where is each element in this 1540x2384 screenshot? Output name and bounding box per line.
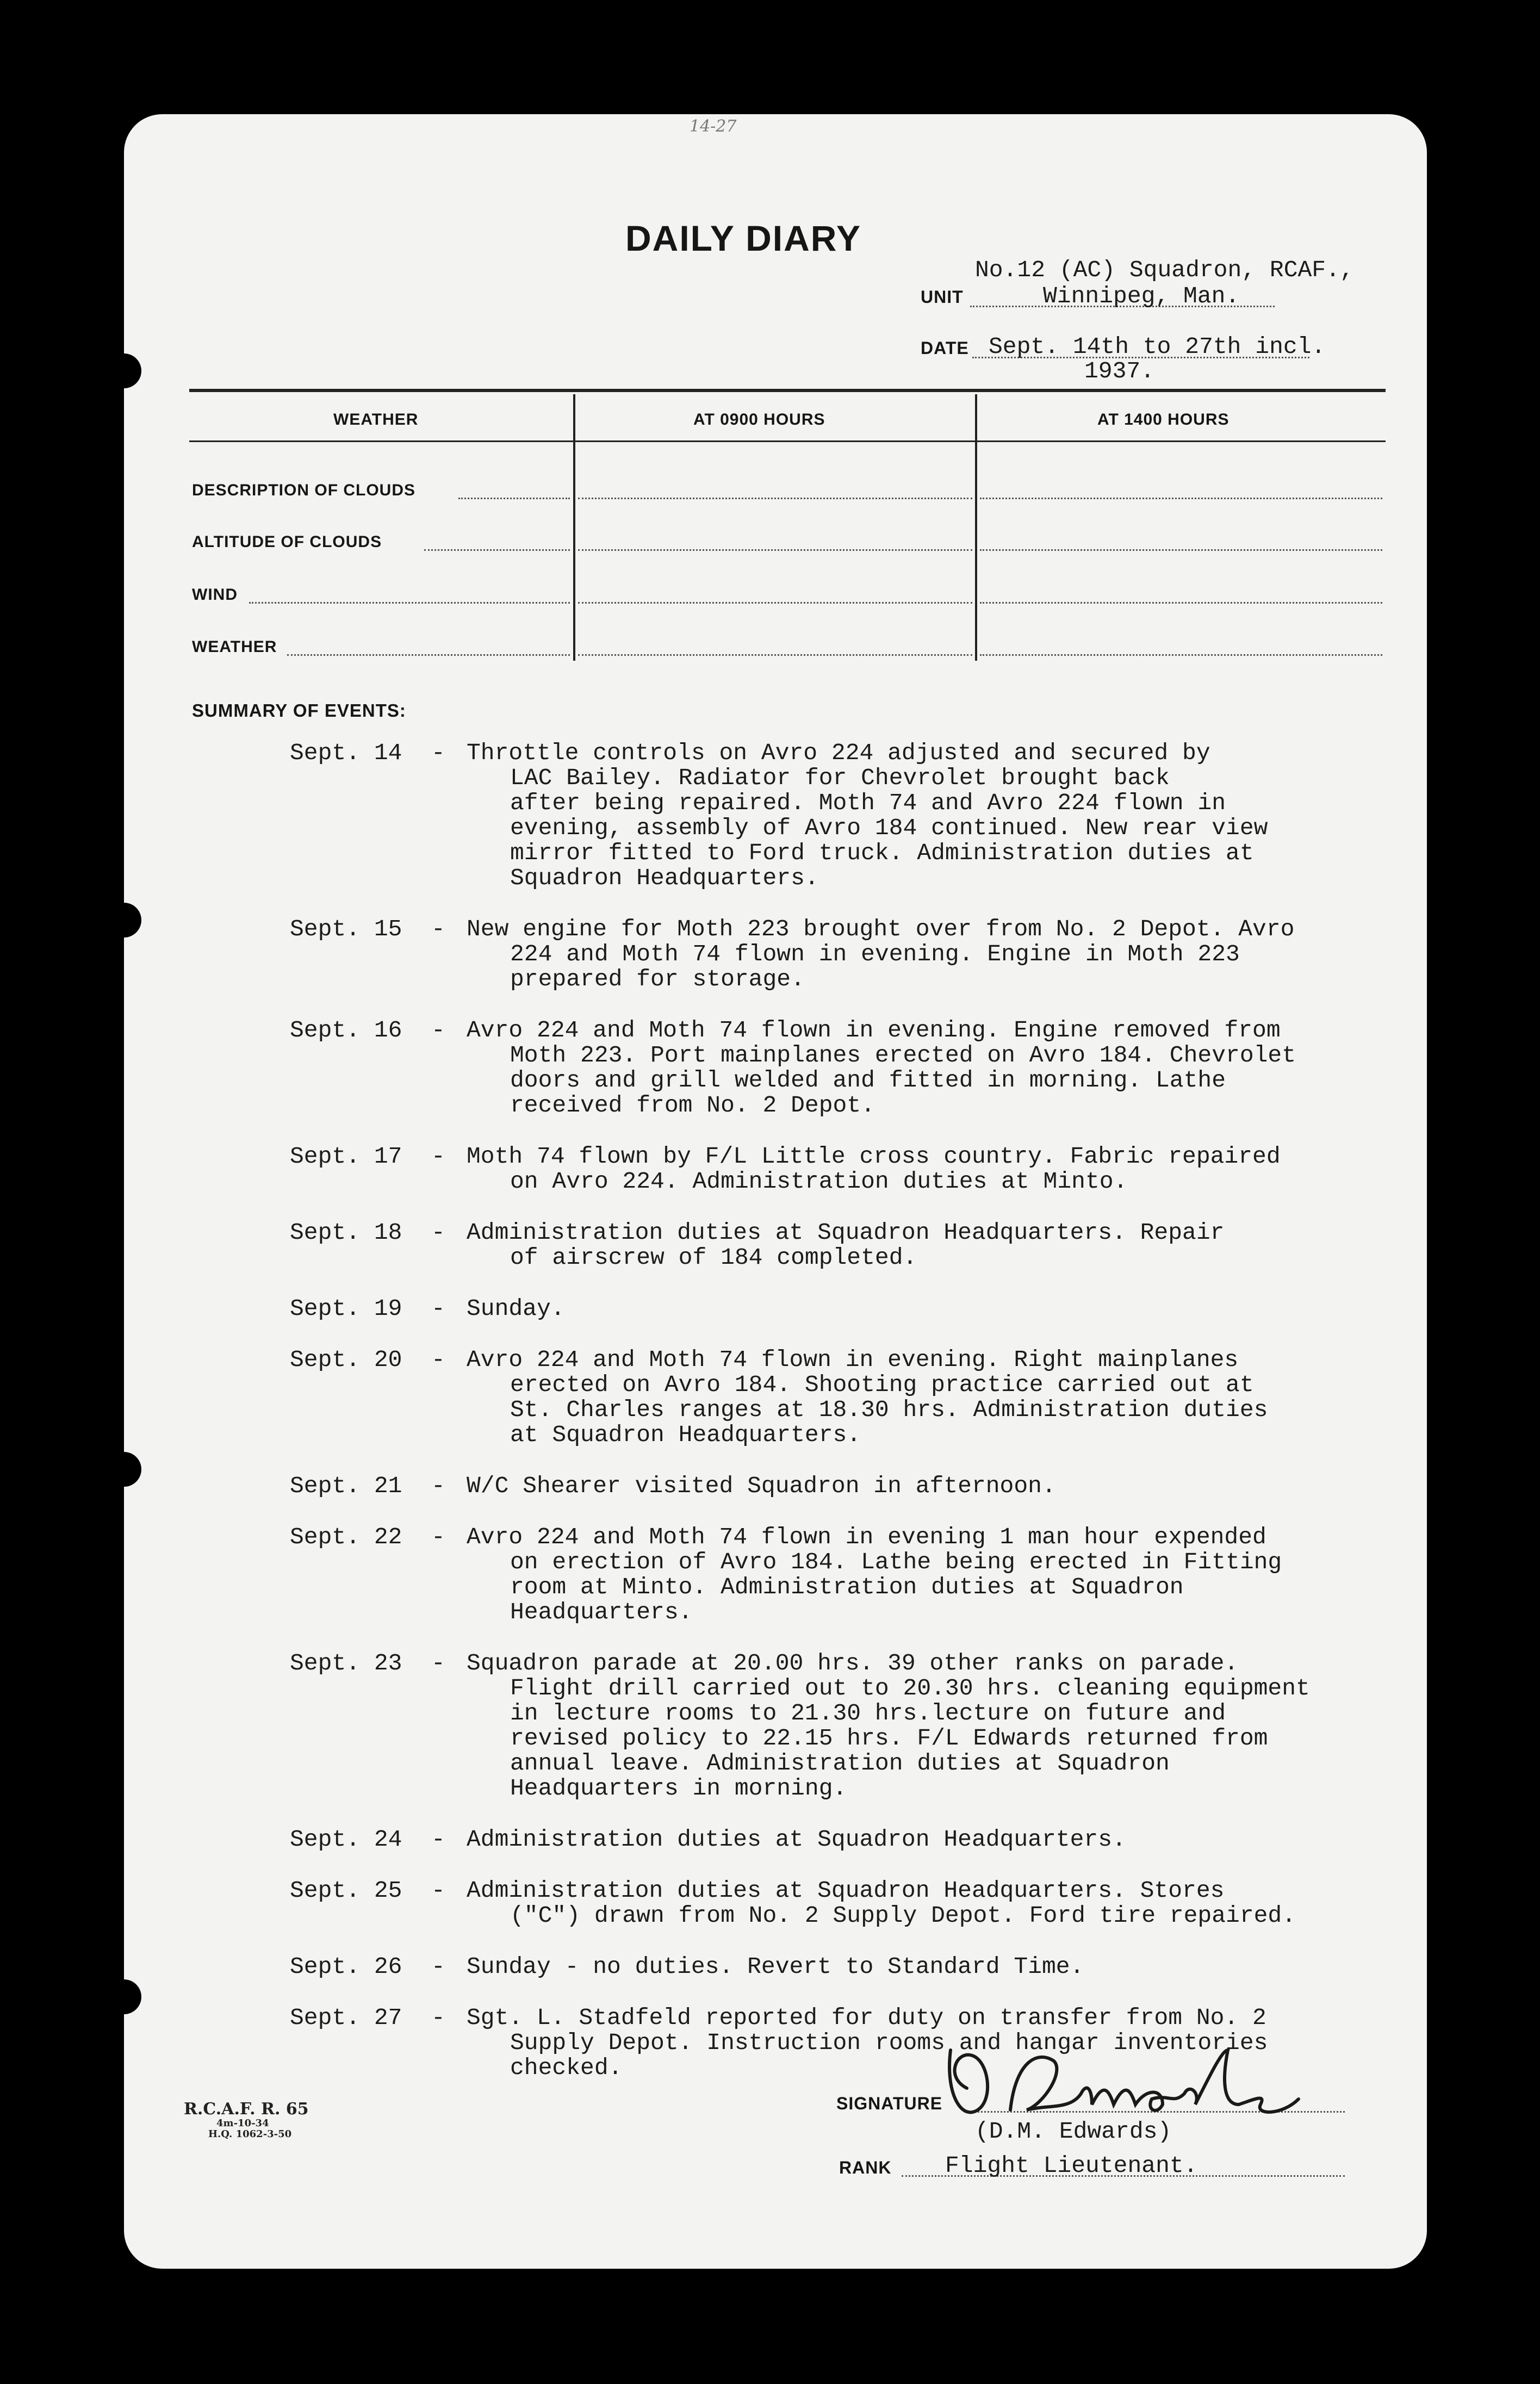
event-date: Sept. 19: [290, 1295, 402, 1322]
event-date: Sept. 15: [290, 916, 402, 942]
event-text-line: St. Charles ranges at 18.30 hrs. Administration duties: [510, 1396, 1268, 1423]
event-text-line: checked.: [510, 2054, 623, 2081]
event-text-line: after being repaired. Moth 74 and Avro 224 flown in: [510, 790, 1226, 816]
signature-name: (D.M. Edwards): [975, 2118, 1172, 2145]
event-date: Sept. 27: [290, 2004, 402, 2031]
event-dash: -: [431, 1346, 445, 1373]
form-code: [184, 2100, 309, 2140]
event-dash: -: [431, 916, 445, 942]
event-text-line: mirror fitted to Ford truck. Administration duties at: [510, 840, 1254, 866]
table-divider: [975, 394, 977, 661]
event-text-line: revised policy to 22.15 hrs. F/L Edwards returned from: [510, 1725, 1268, 1752]
event-text-line: erected on Avro 184. Shooting practice carried out at: [510, 1371, 1254, 1398]
punch-hole: [124, 1979, 141, 2014]
event-text-line: Moth 223. Port mainplanes erected on Avro 184. Chevrolet: [510, 1042, 1296, 1069]
form-code-line: 4m-10-34: [216, 2118, 269, 2129]
unit-label: UNIT: [921, 287, 964, 307]
event-text-line: on erection of Avro 184. Lathe being erected in Fitting: [510, 1549, 1282, 1575]
event-dash: -: [431, 1524, 445, 1550]
punch-hole: [124, 903, 141, 938]
row-wind: WIND: [192, 586, 238, 604]
event-text-line: Headquarters.: [510, 1599, 693, 1625]
summary-of-events-label: SUMMARY OF EVENTS:: [192, 700, 406, 721]
form-code-line: H.Q. 1062-3-50: [208, 2128, 292, 2140]
event-text-line: Administration duties at Squadron Headquarters. Stores: [467, 1877, 1225, 1904]
row-dotted-line: [424, 549, 570, 551]
event-date: Sept. 25: [290, 1877, 402, 1904]
event-text-line: doors and grill welded and fitted in morning. Lathe: [510, 1067, 1226, 1094]
cell-dotted-line: [980, 602, 1382, 604]
table-header-rule: [189, 440, 1386, 442]
event-dash: -: [431, 1650, 445, 1677]
row-dotted-line: [287, 654, 570, 656]
diary-page: [124, 114, 1427, 2269]
unit-value-line2: Winnipeg, Man.: [1043, 283, 1240, 309]
event-dash: -: [431, 1826, 445, 1853]
event-text-line: on Avro 224. Administration duties at Minto.: [510, 1168, 1128, 1195]
cell-dotted-line: [578, 549, 972, 551]
cell-dotted-line: [980, 654, 1382, 656]
table-top-rule: [189, 389, 1386, 392]
event-date: Sept. 16: [290, 1017, 402, 1044]
date-value-line1: Sept. 14th to 27th incl.: [989, 333, 1326, 360]
event-text-line: evening, assembly of Avro 184 continued. New rear view: [510, 815, 1268, 841]
event-text-line: LAC Bailey. Radiator for Chevrolet brought back: [510, 765, 1170, 791]
event-dash: -: [431, 1473, 445, 1499]
event-date: Sept. 26: [290, 1953, 402, 1980]
event-text-line: Avro 224 and Moth 74 flown in evening 1 man hour expended: [467, 1524, 1266, 1550]
event-text-line: 224 and Moth 74 flown in evening. Engine in Moth 223: [510, 941, 1240, 967]
event-date: Sept. 21: [290, 1473, 402, 1499]
event-text-line: New engine for Moth 223 brought over from No. 2 Depot. Avro: [467, 916, 1295, 942]
event-dash: -: [431, 2004, 445, 2031]
row-description-of-clouds: DESCRIPTION OF CLOUDS: [192, 481, 416, 499]
event-text-line: at Squadron Headquarters.: [510, 1421, 861, 1448]
rank-value: Flight Lieutenant.: [945, 2152, 1198, 2179]
event-dash: -: [431, 1295, 445, 1322]
event-text-line: ("C") drawn from No. 2 Supply Depot. Ford tire repaired.: [510, 1902, 1296, 1929]
event-text-line: of airscrew of 184 completed.: [510, 1244, 917, 1271]
event-text-line: W/C Shearer visited Squadron in afternoon.: [467, 1473, 1056, 1499]
event-text-line: Moth 74 flown by F/L Little cross country. Fabric repaired: [467, 1143, 1281, 1170]
row-altitude-of-clouds: ALTITUDE OF CLOUDS: [192, 533, 382, 551]
event-text-line: Flight drill carried out to 20.30 hrs. cleaning equipment: [510, 1675, 1310, 1702]
event-dash: -: [431, 1877, 445, 1904]
event-date: Sept. 24: [290, 1826, 402, 1853]
row-dotted-line: [458, 498, 570, 499]
event-text-line: Administration duties at Squadron Headquarters.: [467, 1826, 1126, 1853]
event-date: Sept. 22: [290, 1524, 402, 1550]
event-date: Sept. 20: [290, 1346, 402, 1373]
punch-hole: [124, 1452, 141, 1487]
event-text-line: Squadron Headquarters.: [510, 865, 819, 891]
cell-dotted-line: [578, 654, 972, 656]
event-date: Sept. 14: [290, 740, 402, 766]
0900-column-header: AT 0900 HOURS: [693, 411, 825, 429]
event-text-line: received from No. 2 Depot.: [510, 1092, 875, 1119]
event-text-line: Headquarters in morning.: [510, 1775, 847, 1802]
event-text-line: Supply Depot. Instruction rooms and hangar inventories: [510, 2029, 1268, 2056]
event-text-line: Avro 224 and Moth 74 flown in evening. Engine removed from: [467, 1017, 1281, 1044]
event-dash: -: [431, 1017, 445, 1044]
event-dash: -: [431, 1953, 445, 1980]
event-text-line: room at Minto. Administration duties at Squadron: [510, 1574, 1184, 1600]
event-dash: -: [431, 1143, 445, 1170]
form-title: DAILY DIARY: [625, 218, 861, 258]
punch-hole: [124, 353, 141, 388]
form-code-line: R.C.A.F. R. 65: [184, 2100, 309, 2119]
event-date: Sept. 17: [290, 1143, 402, 1170]
date-label: DATE: [921, 338, 969, 358]
1400-column-header: AT 1400 HOURS: [1097, 411, 1229, 429]
event-text-line: Sgt. L. Stadfeld reported for duty on transfer from No. 2: [467, 2004, 1266, 2031]
event-text-line: annual leave. Administration duties at Squadron: [510, 1750, 1170, 1777]
signature-label: SIGNATURE: [836, 2094, 943, 2113]
event-text-line: Avro 224 and Moth 74 flown in evening. Right mainplanes: [467, 1346, 1239, 1373]
page-number-note: 14-27: [690, 117, 737, 136]
event-dash: -: [431, 1219, 445, 1246]
weather-column-header: WEATHER: [333, 411, 419, 429]
event-text-line: in lecture rooms to 21.30 hrs.lecture on future and: [510, 1700, 1226, 1727]
date-value-line2: 1937.: [1084, 358, 1155, 384]
event-text-line: Sunday.: [467, 1295, 565, 1322]
cell-dotted-line: [578, 602, 972, 604]
event-text-line: Sunday - no duties. Revert to Standard Time.: [467, 1953, 1084, 1980]
event-date: Sept. 18: [290, 1219, 402, 1246]
cell-dotted-line: [980, 549, 1382, 551]
table-divider: [573, 394, 575, 661]
unit-value-line1: No.12 (AC) Squadron, RCAF.,: [975, 257, 1354, 283]
cell-dotted-line: [578, 498, 972, 499]
event-text-line: Administration duties at Squadron Headquarters. Repair: [467, 1219, 1225, 1246]
event-text-line: Squadron parade at 20.00 hrs. 39 other ranks on parade.: [467, 1650, 1239, 1677]
row-weather: WEATHER: [192, 638, 277, 656]
cell-dotted-line: [980, 498, 1382, 499]
rank-label: RANK: [839, 2158, 892, 2177]
event-text-line: prepared for storage.: [510, 966, 805, 992]
event-text-line: Throttle controls on Avro 224 adjusted and secured by: [467, 740, 1210, 766]
event-date: Sept. 23: [290, 1650, 402, 1677]
row-dotted-line: [249, 602, 570, 604]
event-dash: -: [431, 740, 445, 766]
